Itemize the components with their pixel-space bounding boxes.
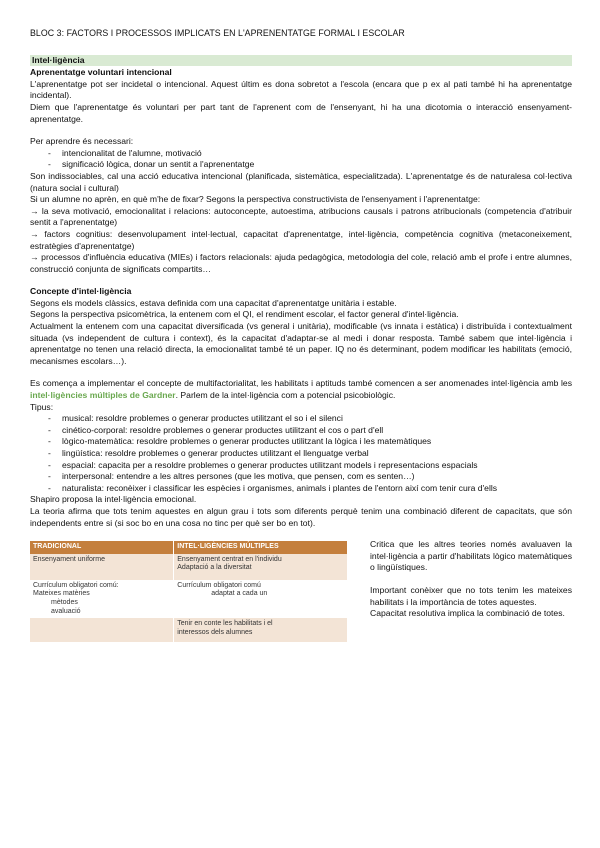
paragraph: L'aprenentatge pot ser incidetal o intencional. Aquest últim es dona sobretot a l'escola (encara que p ex al pati també hi ha aprenentatge incidental). — [30, 78, 572, 101]
side-notes — [370, 539, 572, 620]
list-item: - cinético-corporal: resoldre problemes o generar productes utilitzant el cos o part d'ell — [48, 425, 572, 437]
list-item: - intencionalitat de l'alumne, motivació — [48, 148, 572, 160]
subtitle-voluntary-learning: Aprenentatge voluntari intencional — [30, 67, 172, 78]
list-item: - lògico-matemàtica: resoldre problemes o generar productes utilitzant la lògica i les matemàtiques — [48, 436, 572, 448]
paragraph: Capacitat resolutiva implica la combinació de totes. — [370, 608, 565, 619]
paragraph: Si un alumne no aprèn, en què m'he de fixar? Segons la perspectiva constructivista de l'ensenyament i l'aprenentatge: — [30, 194, 481, 205]
paragraph: Shapiro proposa la intel·ligència emocional. — [30, 494, 197, 505]
comparison-section — [30, 539, 572, 669]
paragraph-gardner: Es comença a implementar el concepte de multifactorialitat, les habilitats i aptituds també comencen a ser anomenades intel·ligència amb les intel·ligències múltiples de Gardner. Parlem de la intel·ligència com a potencial psicobiològic. — [30, 378, 572, 401]
table-cell: Currículum obligatori comú adaptat a cada un — [174, 580, 347, 618]
paragraph: Diem que l'aprenentatge és voluntari per part tant de l'aprenent com de l'ensenyant, hi ha una dicotomia o interacció ensenyament-aprenentatge. — [30, 101, 572, 124]
list-item: - musical: resoldre problemes o generar productes utilitzant el so i el silenci — [48, 413, 572, 425]
section-title-concept: Concepte d'intel·ligència — [30, 286, 132, 297]
comparison-table — [30, 541, 347, 642]
types-label: Tipus: — [30, 401, 54, 412]
table-row — [30, 618, 347, 642]
paragraph: Per aprendre és necessari: — [30, 136, 134, 147]
paragraph: La teoria afirma que tots tenim aquestes en algun grau i tots som diferents perquè tenim una combinació diferent de capacitats, que són independents entre si (si soc bo en una cosa no tinc per què ser bo en tot). — [30, 505, 572, 528]
table-header: TRADICIONAL — [30, 541, 174, 554]
needs-list — [30, 148, 572, 171]
paragraph: Segons la perspectiva psicomètrica, la entenem com el QI, el rendiment escolar, el factor general d'intel·ligència. — [30, 309, 459, 320]
table-cell: Ensenyament uniforme — [30, 554, 174, 580]
paragraph: → la seva motivació, emocionalitat i relacions: autoconcepte, autoestima, atribucions causals i patrons atribucionals (competencia d'atribuir sentit a l'aprenentatge) — [30, 205, 572, 228]
list-item: - significació lògica, donar un sentit a l'aprenentatge — [48, 159, 572, 171]
paragraph: Critica que les altres teories només avaluaven la intel·ligència a partir d'habilitats lògico matemàtiques o lingüístiques. — [370, 539, 572, 573]
paragraph: → factors cognitius: desenvolupament intel·lectual, capacitat d'aprenentatge, intel·ligència, competència cognitiva (metaconeixement, estratègies d'aprenentatge) — [30, 228, 572, 251]
list-item: - naturalista: reconèixer i classificar les espècies i organismes, animals i plantes de l'entorn així com tenir cura d'ells — [48, 483, 572, 495]
gardner-link[interactable]: intel·ligències múltiples de Gardner — [30, 390, 176, 401]
table-header: INTEL·LIGÈNCIES MÚLTIPLES — [174, 541, 347, 554]
paragraph: Important conèixer que no tots tenim les mateixes habilitats i la importància de totes aquestes. — [370, 584, 572, 607]
list-item: - interpersonal: entendre a les altres persones (que les motiva, que pensen, com es senten…) — [48, 471, 572, 483]
paragraph: Segons els models clàssics, estava definida com una capacitat d'aprenentatge unitària i estable. — [30, 297, 397, 308]
table-cell: Ensenyament centrat en l'individu Adaptació a la diversitat — [174, 554, 347, 580]
list-item: - lingüística: resoldre problemes o generar productes utilitzant el llenguatge verbal — [48, 448, 572, 460]
page-header: BLOC 3: FACTORS I PROCESSOS IMPLICATS EN L'APRENENTATGE FORMAL I ESCOLAR — [30, 28, 405, 38]
table-row — [30, 580, 347, 618]
intelligence-types-list — [30, 413, 572, 494]
document-page — [30, 28, 572, 669]
table-cell — [30, 618, 174, 642]
paragraph: Actualment la entenem com una capacitat diversificada (vs general i unitària), modificable (vs innata i estàtica) i distribuïda i contextualment situada (vs independent de cultura i context), és la capacitat d'adaptar-se al medi i donar resposta. També sabem que intel·ligència i aprenentatge no tenen una relació directa, la emocionalitat també té un paper. IQ no és determinant, podem modificar les habilitats (emoció, mecanismes escolars…). — [30, 321, 572, 366]
table-cell: Currículum obligatori comú: Mateixes matèries mètodes avaluació — [30, 580, 174, 618]
section-title-intelligence: Intel·ligència — [30, 55, 572, 67]
list-item: - espacial: capacita per a resoldre problemes o generar productes utilitzant models i representacions espacials — [48, 460, 572, 472]
table-row — [30, 554, 347, 580]
paragraph: Son indissociables, cal una acció educativa intencional (planificada, sistemàtica, especialitzada). L'aprenentatge és de naturalesa col·lectiva (natura social i cultural) — [30, 170, 572, 193]
paragraph: → processos d'influència educativa (MIEs) i factors relacionals: ajuda pedagògica, metodologia del cole, relació amb el profe i entre alumnes, construcció conjunta de significats compartits… — [30, 252, 572, 274]
table-cell: Tenir en conte les habilitats i el interessos dels alumnes — [174, 618, 347, 642]
